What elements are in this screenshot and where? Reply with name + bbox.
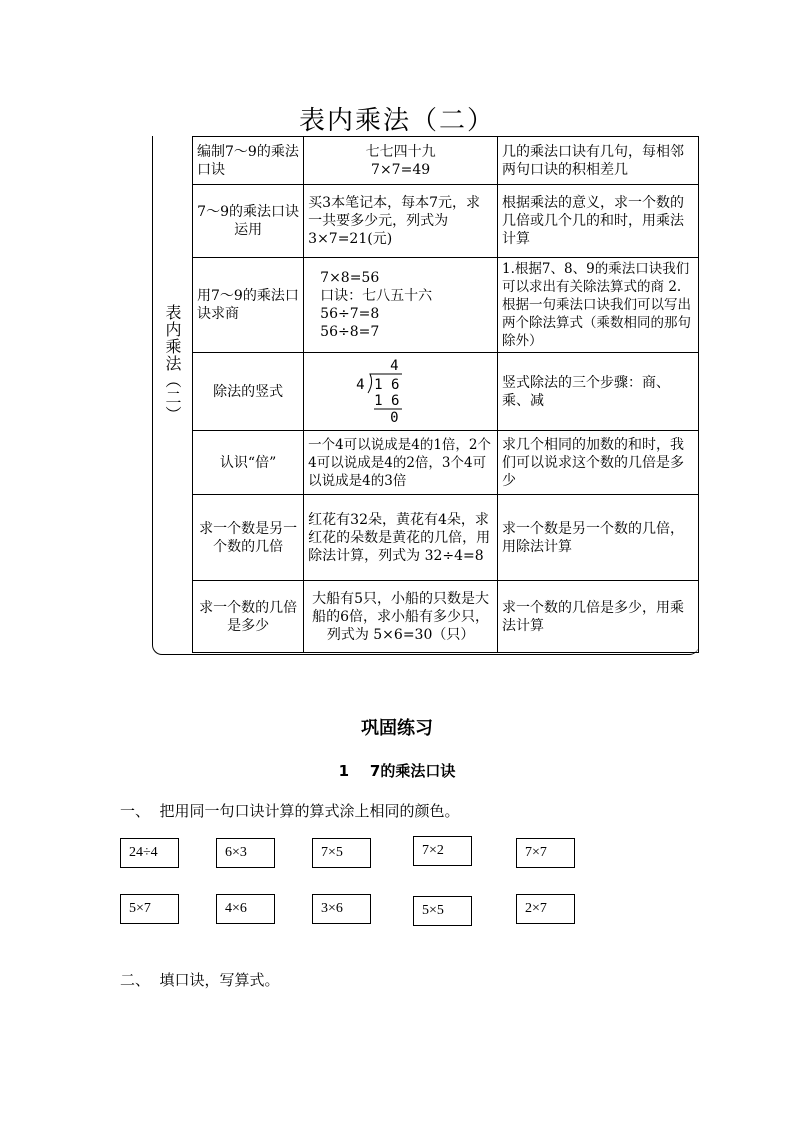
row-6-note: 求一个数是另一个数的几倍，用除法计算 <box>498 495 699 581</box>
expression-box[interactable]: 7×7 <box>516 838 575 868</box>
question-1: 一、 把用同一句口诀计算的算式涂上相同的颜色。 <box>120 802 460 820</box>
row-7-note: 求一个数的几倍是多少，用乘法计算 <box>498 581 699 653</box>
expression-box[interactable]: 5×5 <box>413 896 472 926</box>
division-quotient: 4 <box>390 357 399 374</box>
division-product: 1 6 <box>374 392 400 409</box>
row-2-example: 买3本笔记本，每本7元，求一共要多少元，列式为 3×7=21(元) <box>304 185 498 258</box>
row-3-example-line-1: 7×8=56 <box>320 270 380 286</box>
division-divisor: 4 <box>356 376 365 393</box>
row-3-example-line-4: 56÷8=7 <box>320 324 380 340</box>
row-3-note: 1.根据7、8、9的乘法口诀我们可以求出有关除法算式的商 2.根据一句乘法口诀我们可以写出两个除法算式（乘数相同的那句除外） <box>498 258 699 353</box>
practice-title: 巩固练习 <box>361 718 433 739</box>
summary-table-frame <box>152 136 699 655</box>
expression-box[interactable]: 7×2 <box>413 836 472 866</box>
division-bracket <box>364 373 404 410</box>
side-label: 表内乘法（二） <box>163 304 182 423</box>
summary-table <box>192 136 699 653</box>
row-1-note: 几的乘法口诀有几句，每相邻两句口诀的积相差几 <box>498 137 699 185</box>
expression-box[interactable]: 2×7 <box>516 894 575 924</box>
long-division <box>308 357 493 427</box>
expression-box[interactable]: 4×6 <box>216 894 275 924</box>
row-7-example: 大船有5只，小船的只数是大船的6倍，求小船有多少只，列式为 5×6=30（只） <box>304 581 498 653</box>
row-6-example: 红花有32朵，黄花有4朵，求红花的朵数是黄花的几倍，用除法计算，列式为 32÷4=8 <box>304 495 498 581</box>
row-1-topic: 编制7～9的乘法口诀 <box>193 137 304 185</box>
expression-box[interactable]: 6×3 <box>216 838 275 868</box>
row-5-example: 一个4可以说成是4的1倍，2个4可以说成是4的2倍，3个4可以说成是4的3倍 <box>304 431 498 495</box>
row-1-example <box>304 137 498 185</box>
expression-box[interactable]: 24÷4 <box>120 838 179 868</box>
row-5-note: 求几个相同的加数的和时，我们可以说求这个数的几倍是多少 <box>498 431 699 495</box>
row-2-note: 根据乘法的意义，求一个数的几倍或几个几的和时，用乘法计算 <box>498 185 699 258</box>
row-4-division <box>304 353 498 431</box>
expression-box[interactable]: 5×7 <box>120 894 179 924</box>
division-dividend: 1 6 <box>374 376 400 393</box>
row-1-example-line-2: 7×7=49 <box>371 161 431 178</box>
side-column <box>153 136 192 654</box>
row-6-topic: 求一个数是另一个数的几倍 <box>193 495 304 581</box>
row-3-example-line-3: 56÷7=8 <box>320 306 380 322</box>
row-1-example-line-1: 七七四十九 <box>365 143 436 160</box>
expression-box[interactable]: 7×5 <box>312 838 371 868</box>
row-4-note: 竖式除法的三个步骤：商、乘、减 <box>498 353 699 431</box>
row-2-topic: 7～9的乘法口诀运用 <box>193 185 304 258</box>
lesson-title: 1 7的乘法口诀 <box>338 762 456 780</box>
row-3-topic: 用7～9的乘法口诀求商 <box>193 258 304 353</box>
row-3-example <box>304 258 498 353</box>
row-5-topic: 认识“倍” <box>193 431 304 495</box>
row-7-topic: 求一个数的几倍是多少 <box>193 581 304 653</box>
page-title: 表内乘法（二） <box>298 106 495 136</box>
question-2: 二、 填口诀，写算式。 <box>120 971 280 989</box>
division-remainder: 0 <box>390 409 399 426</box>
row-4-topic: 除法的竖式 <box>193 353 304 431</box>
row-3-example-line-2: 口诀：七八五十六 <box>320 288 433 304</box>
expression-box[interactable]: 3×6 <box>312 894 371 924</box>
